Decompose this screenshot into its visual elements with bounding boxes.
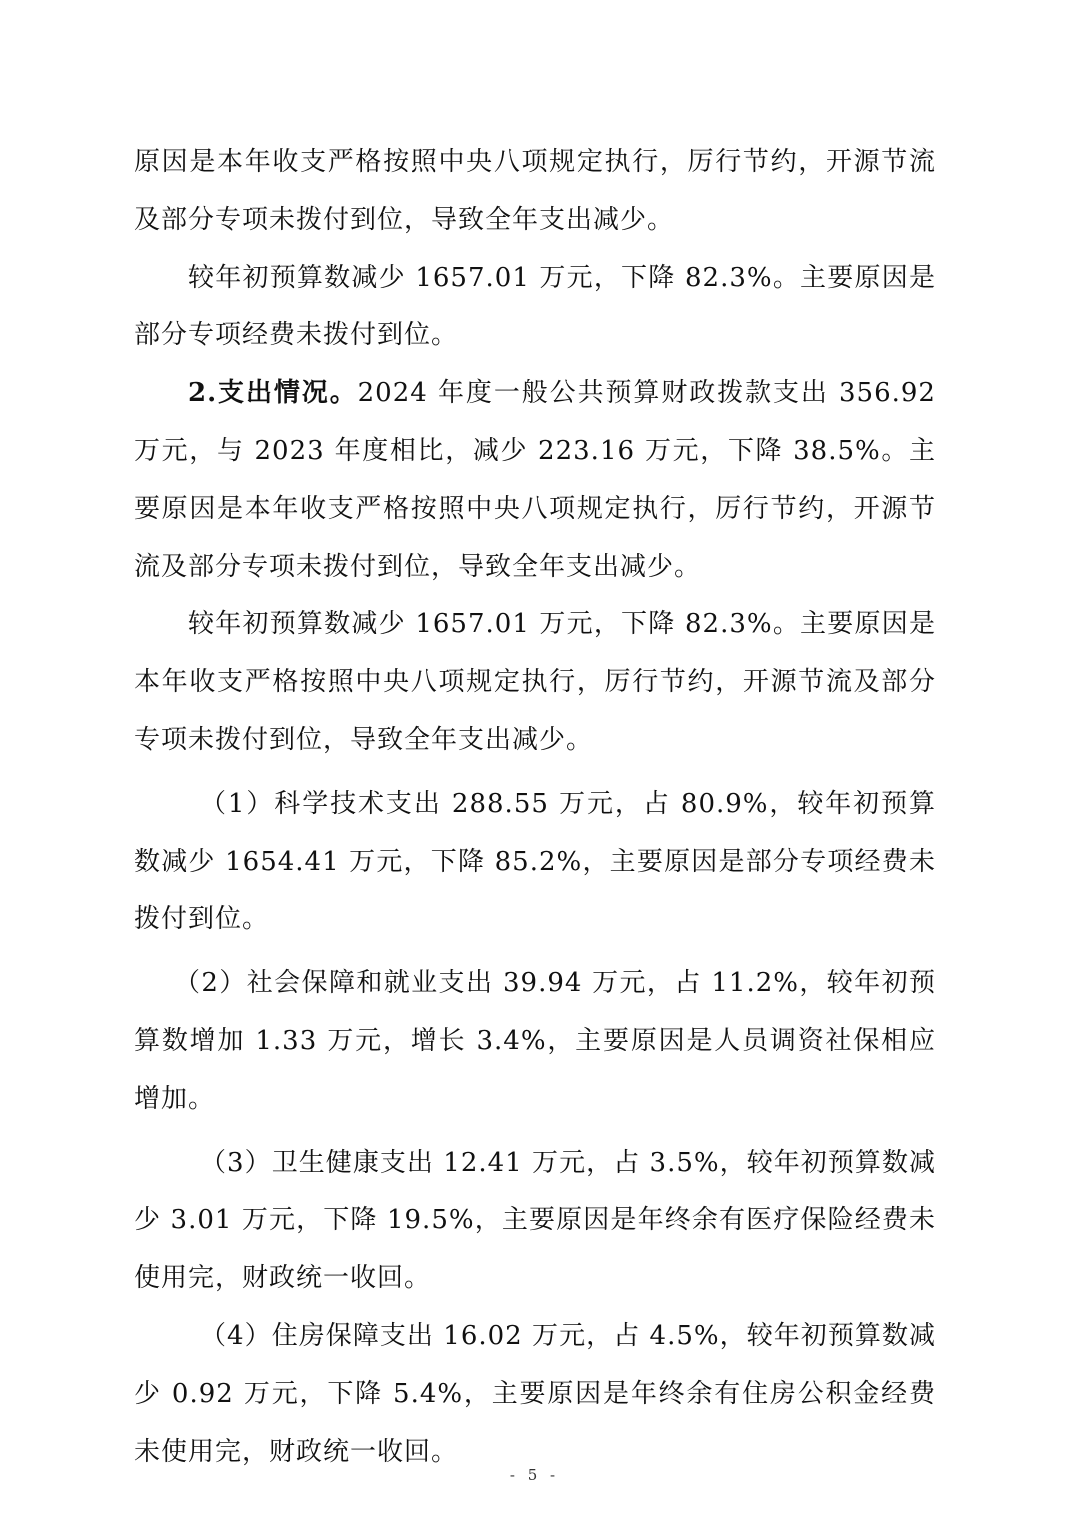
- paragraph-expenditure-vs-budget: 较年初预算数减少 1657.01 万元，下降 82.3%。主要原因是本年收支严格按照中央八项规定执行，厉行节约，开源节流及部分专项未拨付到位，导致全年支出减少。: [134, 609, 936, 755]
- section-heading-expenditure: 2.支出情况。: [188, 378, 358, 409]
- expenditure-overview-text: 2024 年度一般公共预算财政拨款支出 356.92 万元，与 2023 年度相比，减少 223.16 万元，下降 38.5%。主要原因是本年收支严格按照中央八项规定执行，厉行节约，开源节流及部分专项未拨付到位，导致全年支出减少。: [134, 378, 936, 582]
- page-number: - 5 -: [509, 1466, 560, 1484]
- paragraph-revenue-vs-budget: 较年初预算数减少 1657.01 万元，下降 82.3%。主要原因是部分专项经费未拨付到位。: [134, 262, 936, 351]
- paragraph-expenditure-overview: [134, 365, 936, 596]
- paragraph-social-security: （2）社会保障和就业支出 39.94 万元，占 11.2%，较年初预算数增加 1.33 万元，增长 3.4%，主要原因是人员调资社保相应增加。: [134, 968, 936, 1114]
- paragraph-reason-continued: 原因是本年收支严格按照中央八项规定执行，厉行节约，开源节流及部分专项未拨付到位，导致全年支出减少。: [134, 147, 936, 235]
- paragraph-science-technology: （1）科学技术支出 288.55 万元，占 80.9%，较年初预算数减少 1654.41 万元，下降 85.2%，主要原因是部分专项经费未拨付到位。: [134, 788, 936, 935]
- paragraph-housing: （4）住房保障支出 16.02 万元，占 4.5%，较年初预算数减少 0.92 万元，下降 5.4%，主要原因是年终余有住房公积金经费未使用完，财政统一收回。: [134, 1320, 936, 1467]
- document-body: [134, 134, 936, 1481]
- paragraph-health: （3）卫生健康支出 12.41 万元，占 3.5%，较年初预算数减少 3.01 万元，下降 19.5%，主要原因是年终余有医疗保险经费未使用完，财政统一收回。: [134, 1147, 936, 1294]
